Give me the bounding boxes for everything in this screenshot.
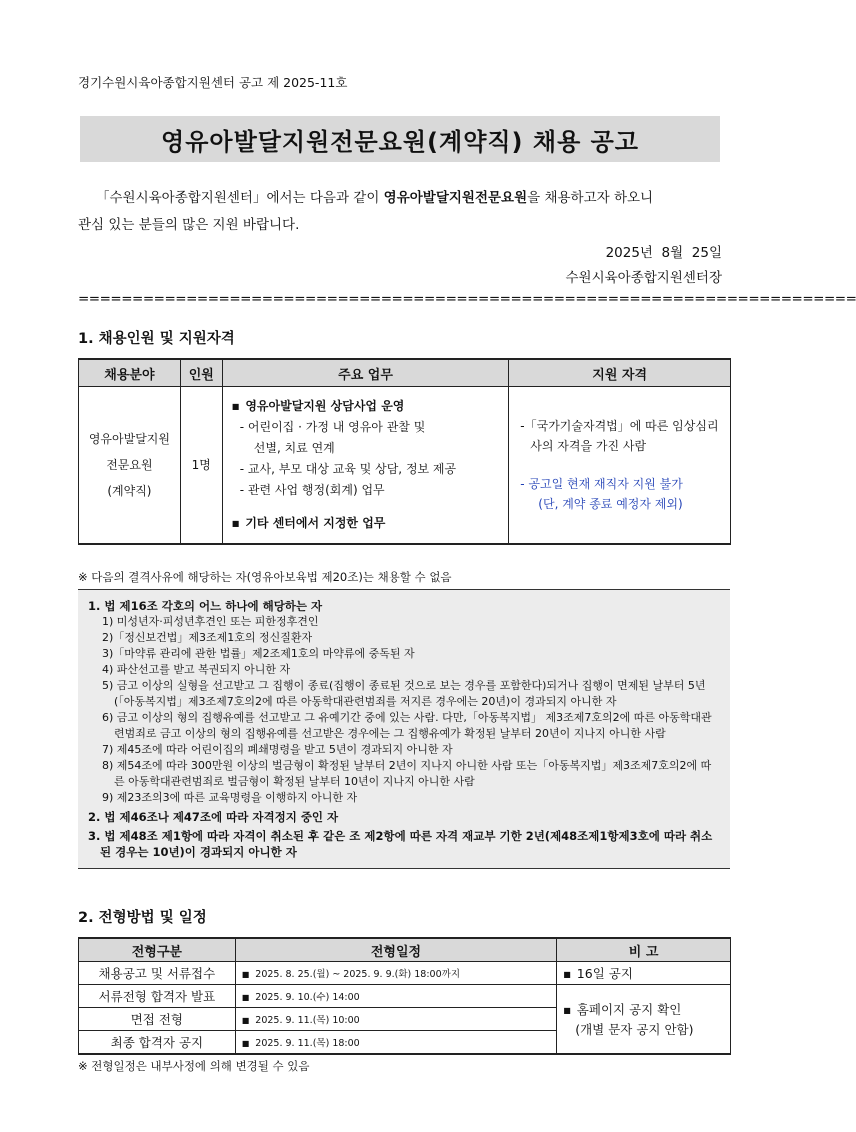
disqualification-box xyxy=(78,589,730,869)
recruitment-table xyxy=(78,358,731,545)
field-line-2: 전문요원 xyxy=(106,458,153,472)
qual-line: -「국가기술자격법」에 따른 임상심리 xyxy=(520,419,719,433)
bullet-icon: ■ xyxy=(563,1006,571,1015)
bullet-icon: ■ xyxy=(241,1039,250,1048)
duty-other: 기타 센터에서 지정한 업무 xyxy=(245,516,386,530)
date-text: 2025. 8. 25.(월) ~ 2025. 9. 9.(화) 18:00까지 xyxy=(255,969,460,980)
qual-line: (단, 계약 종료 예정자 제외) xyxy=(538,497,683,511)
stage-cell: 최종 합격자 공지 xyxy=(79,1031,236,1055)
th-qualification: 지원 자격 xyxy=(509,359,731,387)
disq-item: 3)「마약류 관리에 관한 법률」제2조제1호의 마약류에 중독된 자 xyxy=(102,647,415,660)
count-cell: 1명 xyxy=(180,387,222,545)
bullet-icon: ■ xyxy=(231,519,240,528)
disq-item: 2)「정신보건법」제3조제1호의 정신질환자 xyxy=(102,631,313,644)
table-row xyxy=(79,962,731,985)
th-stage: 전형구분 xyxy=(79,938,236,962)
stage-cell: 서류전형 합격자 발표 xyxy=(79,985,236,1008)
disq-group-1: 1. 법 제16조 각호의 어느 하나에 해당하는 자 xyxy=(88,599,323,613)
date-cell xyxy=(235,1031,557,1055)
field-line-3: (계약직) xyxy=(107,484,152,498)
intro-line2: 관심 있는 분들의 많은 지원 바랍니다. xyxy=(78,217,300,233)
duty-item: - 어린이집 · 가정 내 영유아 관찰 및 xyxy=(239,420,426,434)
qualification-cell xyxy=(509,387,731,545)
disq-item: 8) 제54조에 따라 300만원 이상의 벌금형이 확정된 날부터 2년이 지나지 아니한 사람 또는「아동복지법」제3조제7호의2에 따른 아동학대관련범죄로 벌금형이 확정된 날부터 10년이 지나지 아니한 사람 xyxy=(102,759,712,788)
section1-title: 1. 채용인원 및 지원자격 xyxy=(78,331,235,347)
field-cell xyxy=(79,387,181,545)
remark-cell xyxy=(557,962,731,985)
duty-item: - 교사, 부모 대상 교육 및 상담, 정보 제공 xyxy=(239,462,457,476)
bullet-icon: ■ xyxy=(241,1016,250,1025)
disq-item: 1) 미성년자·피성년후견인 또는 피한정후견인 xyxy=(102,615,319,628)
remark-text: (개별 문자 공지 안함) xyxy=(575,1022,694,1037)
disq-item: 4) 파산선고를 받고 복권되지 아니한 자 xyxy=(102,663,291,676)
disq-group-3: 3. 법 제48조 제1항에 따라 자격이 취소된 후 같은 조 제2항에 따른 자격 재교부 기한 2년(제48조제1항제3호에 따라 취소된 경우는 10년)이 경과되지 아니한 자 xyxy=(88,829,713,859)
field-line-1: 영유아발달지원 xyxy=(88,432,170,446)
date-text: 2025. 9. 11.(목) 18:00 xyxy=(255,1038,360,1049)
date-cell xyxy=(235,962,557,985)
remark-text: 16일 공지 xyxy=(576,966,633,981)
th-count: 인원 xyxy=(180,359,222,387)
qual-line: 사의 자격을 가진 사람 xyxy=(530,439,647,453)
bullet-icon: ■ xyxy=(563,970,571,979)
intro-paragraph xyxy=(78,185,722,239)
date-cell xyxy=(235,1008,557,1031)
schedule-note: ※ 전형일정은 내부사정에 의해 변경될 수 있음 xyxy=(78,1059,310,1073)
bullet-icon: ■ xyxy=(241,993,250,1002)
bullet-icon: ■ xyxy=(231,402,240,411)
divider-line: ======================================================================== xyxy=(78,291,856,307)
intro-pre: 「수원시육아종합지원센터」에서는 다음과 같이 xyxy=(96,190,384,206)
remark-cell xyxy=(557,985,731,1055)
disq-item: 9) 제23조의3에 따른 교육명령을 이행하지 아니한 자 xyxy=(102,791,358,804)
th-date: 전형일정 xyxy=(235,938,557,962)
table-row xyxy=(79,985,731,1008)
date-text: 2025. 9. 10.(수) 14:00 xyxy=(255,992,360,1003)
duty-item: 선별, 치료 연계 xyxy=(253,441,335,455)
notice-number: 경기수원시육아종합지원센터 공고 제 2025-11호 xyxy=(78,75,348,90)
bullet-icon: ■ xyxy=(241,970,250,979)
disq-item: 7) 제45조에 따라 어린이집의 폐쇄명령을 받고 5년이 경과되지 아니한 자 xyxy=(102,743,453,756)
date-text: 2025. 9. 11.(목) 10:00 xyxy=(255,1015,360,1026)
date-cell xyxy=(235,985,557,1008)
issuer: 수원시육아종합지원센터장 xyxy=(565,270,722,286)
disq-item: 5) 금고 이상의 실형을 선고받고 그 집행이 종료(집행이 종료된 것으로 보는 경우를 포함한다)되거나 집행이 면제된 날부터 5년(「아동복지법」제3조제7호의2에 따른 아동학대관련범죄를 저지른 경우에는 20년)이 경과되지 아니한 자 xyxy=(102,679,706,708)
disq-item: 6) 금고 이상의 형의 집행유예를 선고받고 그 유예기간 중에 있는 사람. 다만,「아동복지법」 제3조제7호의2에 따른 아동학대관련범죄로 금고 이상의 형의 집행유예를 선고받은 경우에는 그 집행유예가 확정된 날부터 20년이 지나지 아니한 사람 xyxy=(102,711,712,740)
qual-line: - 공고일 현재 재직자 지원 불가 xyxy=(520,477,683,491)
th-field: 채용분야 xyxy=(79,359,181,387)
issued-date: 2025년 8월 25일 xyxy=(605,245,722,261)
page-title: 영유아발달지원전문요원(계약직) 채용 공고 xyxy=(80,116,720,162)
intro-bold: 영유아발달지원전문요원 xyxy=(383,190,528,206)
stage-cell: 면접 전형 xyxy=(79,1008,236,1031)
th-remark: 비 고 xyxy=(557,938,731,962)
stage-cell: 채용공고 및 서류접수 xyxy=(79,962,236,985)
intro-post: 을 채용하고자 하오니 xyxy=(527,190,654,206)
duties-cell xyxy=(222,387,509,545)
remark-text: 홈페이지 공지 확인 xyxy=(576,1002,682,1017)
disqualification-note: ※ 다음의 결격사유에 해당하는 자(영유아보육법 제20조)는 채용할 수 없음 xyxy=(78,570,452,584)
th-duties: 주요 업무 xyxy=(222,359,509,387)
schedule-table xyxy=(78,937,731,1055)
section2-title: 2. 전형방법 및 일정 xyxy=(78,910,207,926)
duty-item: - 관련 사업 행정(회계) 업무 xyxy=(239,483,385,497)
duty-main: 영유아발달지원 상담사업 운영 xyxy=(245,399,405,413)
disq-group-2: 2. 법 제46조나 제47조에 따라 자격정지 중인 자 xyxy=(88,810,339,824)
